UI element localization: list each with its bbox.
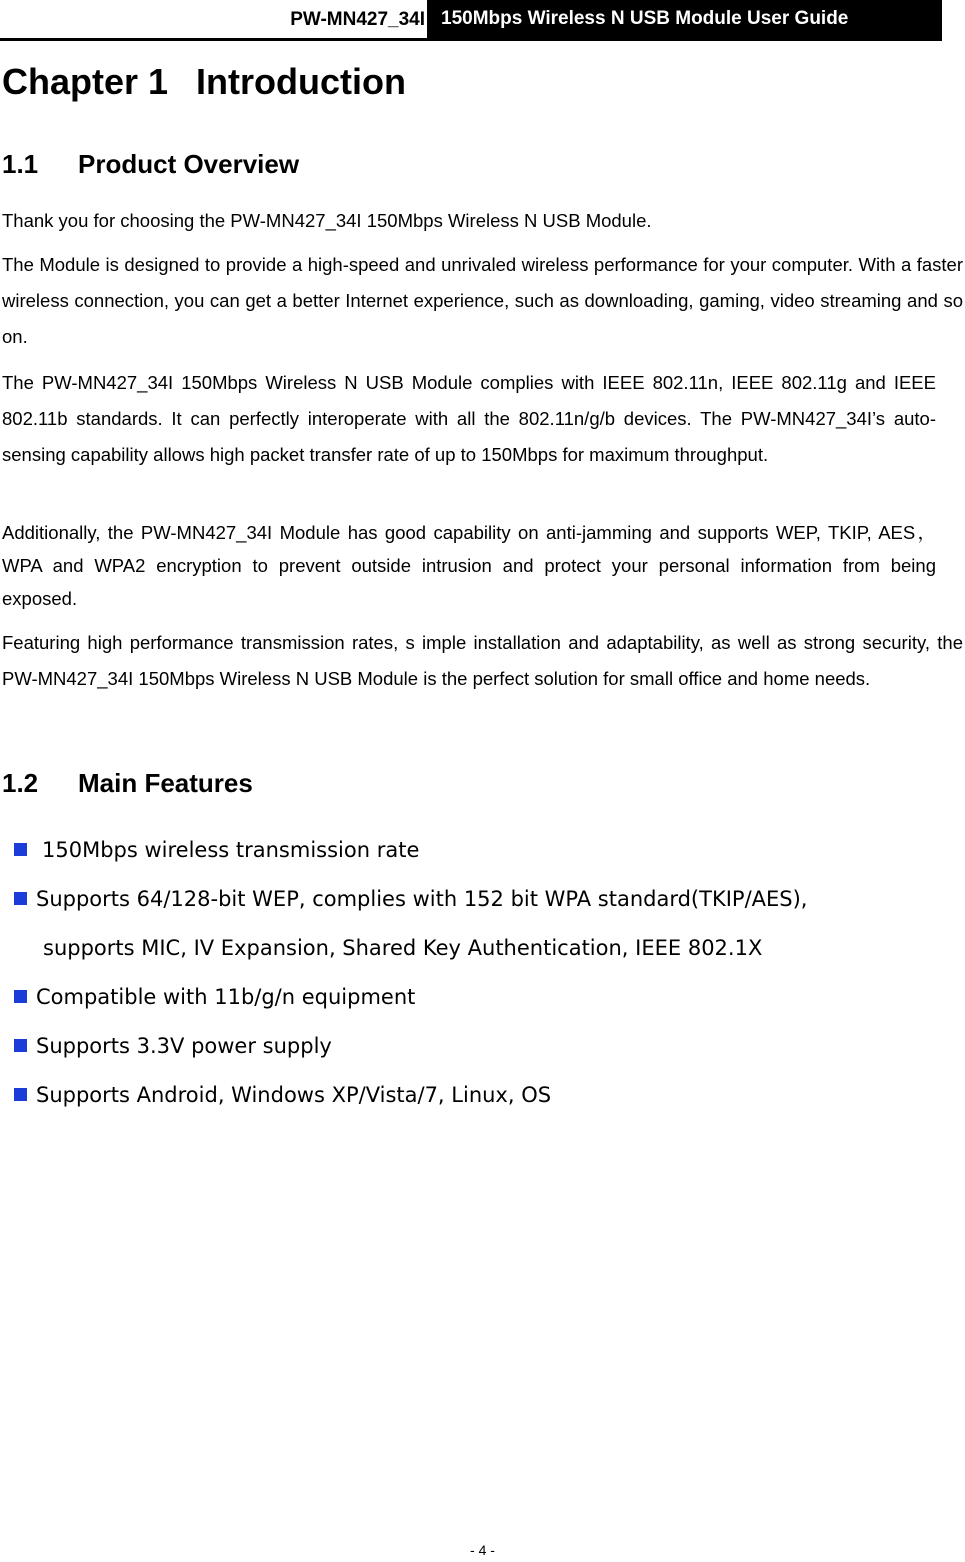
- feature-text: Supports 3.3V power supply: [36, 1034, 332, 1058]
- section-heading-product-overview: [2, 148, 299, 180]
- feature-item: [14, 1022, 914, 1071]
- header-guide-title: 150Mbps Wireless N USB Module User Guide: [427, 0, 942, 38]
- feature-text: Supports Android, Windows XP/Vista/7, Linux, OS: [36, 1083, 552, 1107]
- page-header: [0, 0, 942, 41]
- chapter-number: Chapter 1: [2, 61, 169, 102]
- feature-text: 150Mbps wireless transmission rate: [42, 838, 420, 862]
- feature-item: [14, 1071, 914, 1120]
- page-number: - 4 -: [470, 1542, 495, 1558]
- feature-item: [14, 826, 914, 875]
- square-bullet-icon: [14, 1039, 27, 1052]
- paragraph-thanks: Thank you for choosing the PW-MN427_34I 150Mbps Wireless N USB Module.: [2, 210, 652, 231]
- paragraph-featuring: Featuring high performance transmission rates, s imple installation and adaptability, as well as strong security, the PW-MN427_34I 150Mbps Wireless N USB Module is the perfect solution for small office and home needs.: [2, 632, 963, 689]
- chapter-title: Introduction: [196, 61, 406, 102]
- feature-text: Compatible with 11b/g/n equipment: [36, 985, 416, 1009]
- paragraph-standards: The PW-MN427_34I 150Mbps Wireless N USB Module complies with IEEE 802.11n, IEEE 802.11g and IEEE 802.11b standards. It can perfectly interoperate with all the 802.11n/g/b devices. The PW-MN427_34I’s auto-sensing capability allows high packet transfer rate of up to 150Mbps for maximum throughput.: [2, 372, 936, 465]
- chapter-heading: [2, 60, 406, 104]
- paragraph-module-design: The Module is designed to provide a high-speed and unrivaled wireless performance for your computer. With a faster wireless connection, you can get a better Internet experience, such as downloading, gaming, video streaming and so on.: [2, 254, 963, 347]
- section-heading-main-features: [2, 767, 253, 799]
- header-model-name: PW-MN427_34I: [290, 9, 425, 30]
- square-bullet-icon: [14, 1088, 27, 1101]
- square-bullet-icon: [14, 990, 27, 1003]
- section-title: Product Overview: [78, 149, 300, 179]
- section-title: Main Features: [78, 768, 253, 798]
- square-bullet-icon: [14, 892, 27, 905]
- feature-item: [14, 973, 914, 1022]
- square-bullet-icon: [14, 843, 27, 856]
- feature-text: Supports 64/128-bit WEP, complies with 152 bit WPA standard(TKIP/AES),: [36, 887, 808, 911]
- section-number: 1.2: [2, 768, 39, 798]
- section-number: 1.1: [2, 149, 39, 179]
- features-list: [14, 826, 914, 1120]
- feature-item: [14, 875, 914, 973]
- feature-continuation-text: supports MIC, IV Expansion, Shared Key Authentication, IEEE 802.1X: [43, 936, 763, 960]
- paragraph-security: Additionally, the PW-MN427_34I Module has good capability on anti-jamming and supports WEP, TKIP, AES，WPA and WPA2 encryption to prevent outside intrusion and protect your personal information from being exposed.: [2, 522, 936, 609]
